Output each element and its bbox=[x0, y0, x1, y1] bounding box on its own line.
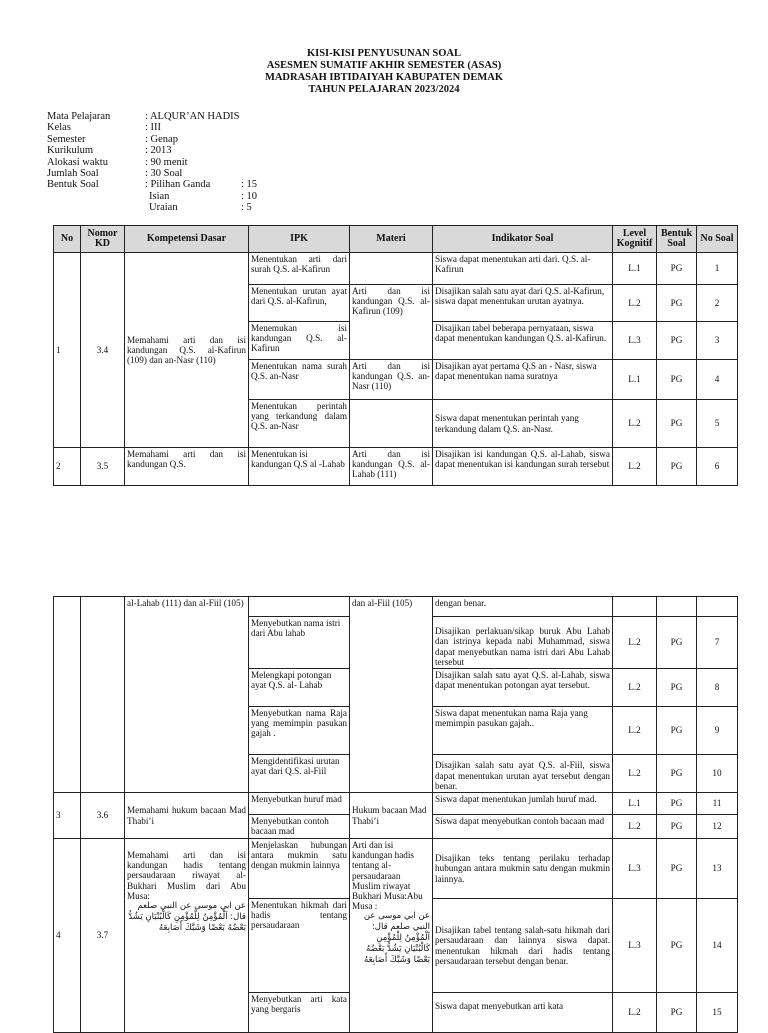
cell-bentuk: PG bbox=[657, 839, 697, 899]
cell-kompetensi bbox=[125, 839, 249, 1033]
table-row bbox=[54, 448, 738, 486]
cell-nosoal: 7 bbox=[697, 617, 738, 669]
meta-row bbox=[47, 179, 257, 190]
cell-materi: Arti dan isi kandungan Q.S. al-Lahab (111) bbox=[350, 448, 433, 486]
cell-indikator: Disajikan teks tentang perilaku terhadap hubungan antara mukmin satu dengan mukmin lainnya. bbox=[433, 839, 613, 899]
col-header-kd: Nomor KD bbox=[81, 226, 125, 253]
cell-ipk: Menjelaskan hubungan antara mukmin satu dengan mukmin lainnya bbox=[249, 839, 350, 899]
cell-kd bbox=[81, 597, 125, 793]
cell-level: L.1 bbox=[613, 793, 657, 815]
cell-kompetensi: Memahami hukum bacaan Mad Thabi’i bbox=[125, 793, 249, 839]
cell-level: L.1 bbox=[613, 253, 657, 285]
cell-nosoal: 4 bbox=[697, 360, 738, 400]
cell-ipk: Menyebutkan nama istri dari Abu lahab bbox=[249, 617, 350, 669]
cell-indikator: Siswa dapat menentukan nama Raja yang memimpin pasukan gajah.. bbox=[433, 707, 613, 755]
cell-level: L.3 bbox=[613, 839, 657, 899]
meta-row bbox=[47, 191, 257, 202]
meta-value: : Genap bbox=[145, 133, 178, 145]
meta-row bbox=[47, 122, 257, 133]
table-row bbox=[54, 793, 738, 815]
cell-ipk: Menemukan isi kandungan Q.S. al-Kafirun bbox=[249, 322, 350, 360]
cell-level: L.3 bbox=[613, 322, 657, 360]
cell-materi bbox=[350, 400, 433, 448]
cell-materi: dan al-Fiil (105) bbox=[350, 597, 433, 793]
cell-kompetensi: Memahami arti dan isi kandungan Q.S. al-Kafirun (109) dan an-Nasr (110) bbox=[125, 253, 249, 448]
cell-level: L.2 bbox=[613, 755, 657, 793]
cell-bentuk: PG bbox=[657, 285, 697, 322]
meta-label: Kelas bbox=[47, 122, 71, 134]
kisi-kisi-table-page-2 bbox=[53, 596, 738, 1033]
cell-level: L.2 bbox=[613, 993, 657, 1033]
meta-sublabel: Isian bbox=[149, 190, 170, 202]
cell-bentuk bbox=[657, 597, 697, 617]
cell-indikator: Disajikan tabel tentang salah-satu hikmah dari persaudaraan dan lainnya siswa dapat. menentukan hikmah dari hadis tentang persaudaraan tersebut dengan benar. bbox=[433, 899, 613, 993]
meta-row bbox=[47, 202, 257, 213]
cell-bentuk: PG bbox=[657, 448, 697, 486]
hadis-arabic-text: عن ابي موسى عن النبي صلعم قال: اَلْمُؤْمِنُ لِلْمُؤْمِنِ كَالْبُنْيَانِ يَشُدُّ بَعْضُهُ بَعْضًا وَشَبَّكَ أَصَابِعَهُ bbox=[363, 911, 430, 966]
meta-label: Jumlah Soal bbox=[47, 168, 99, 180]
kisi-kisi-table-page-1 bbox=[53, 225, 738, 486]
meta-value: : 90 menit bbox=[145, 156, 188, 168]
cell-nosoal: 12 bbox=[697, 815, 738, 839]
cell-nosoal: 6 bbox=[697, 448, 738, 486]
table-header-row bbox=[54, 226, 738, 253]
cell-indikator: Disajikan isi kandungan Q.S. al-Lahab, siswa dapat menentukan isi kandungan surah tersebut bbox=[433, 448, 613, 486]
cell-materi bbox=[350, 253, 433, 285]
cell-ipk bbox=[249, 597, 350, 617]
cell-ipk: Menentukan perintah yang terkandung dalam Q.S. an-Nasr bbox=[249, 400, 350, 448]
title-line-4: TAHUN PELAJARAN 2023/2024 bbox=[308, 84, 460, 95]
cell-nosoal: 9 bbox=[697, 707, 738, 755]
cell-nosoal: 13 bbox=[697, 839, 738, 899]
cell-nosoal: 3 bbox=[697, 322, 738, 360]
meta-label: Alokasi waktu bbox=[47, 156, 108, 168]
meta-count: : 5 bbox=[241, 202, 252, 214]
cell-nosoal bbox=[697, 597, 738, 617]
cell-no bbox=[54, 597, 81, 793]
cell-ipk: Menyebutkan arti kata yang bergaris bbox=[249, 993, 350, 1033]
cell-nosoal: 5 bbox=[697, 400, 738, 448]
cell-bentuk: PG bbox=[657, 400, 697, 448]
cell-nosoal: 10 bbox=[697, 755, 738, 793]
cell-nosoal: 1 bbox=[697, 253, 738, 285]
cell-indikator: Disajikan ayat pertama Q.S an - Nasr, siswa dapat menentukan nama suratnya bbox=[433, 360, 613, 400]
cell-no: 3 bbox=[54, 793, 81, 839]
cell-no: 1 bbox=[54, 253, 81, 448]
cell-bentuk: PG bbox=[657, 253, 697, 285]
meta-value: : 2013 bbox=[145, 145, 172, 157]
cell-ipk: Menentukan isi kandungan Q.S al -Lahab bbox=[249, 448, 350, 486]
meta-row bbox=[47, 111, 257, 122]
cell-no: 2 bbox=[54, 448, 81, 486]
cell-ipk: Menentukan hikmah dari hadis tentang persaudaraan bbox=[249, 899, 350, 993]
cell-level bbox=[613, 597, 657, 617]
cell-no: 4 bbox=[54, 839, 81, 1033]
col-header-no: No bbox=[54, 226, 81, 253]
cell-ipk: Melengkapi potongan ayat Q.S. al- Lahab bbox=[249, 669, 350, 707]
cell-indikator: dengan benar. bbox=[433, 597, 613, 617]
cell-bentuk: PG bbox=[657, 899, 697, 993]
col-header-bentuk: Bentuk Soal bbox=[657, 226, 697, 253]
cell-level: L.2 bbox=[613, 400, 657, 448]
cell-indikator: Siswa dapat menentukan arti dari. Q.S. al-Kafirun bbox=[433, 253, 613, 285]
cell-bentuk: PG bbox=[657, 755, 697, 793]
col-header-level: Level Kognitif bbox=[613, 226, 657, 253]
cell-bentuk: PG bbox=[657, 669, 697, 707]
cell-materi: Arti dan isi kandungan Q.S. al-Kafirun (109) bbox=[350, 285, 433, 360]
document-title bbox=[0, 48, 768, 96]
cell-indikator: Siswa dapat menyebutkan contoh bacaan mad bbox=[433, 815, 613, 839]
cell-ipk: Menentukan urutan ayat dari Q.S. al-Kafirun, bbox=[249, 285, 350, 322]
cell-bentuk: PG bbox=[657, 617, 697, 669]
cell-indikator: Siswa dapat menentukan jumlah huruf mad. bbox=[433, 793, 613, 815]
meta-row bbox=[47, 168, 257, 179]
cell-level: L.2 bbox=[613, 707, 657, 755]
cell-nosoal: 8 bbox=[697, 669, 738, 707]
cell-kompetensi: Memahami arti dan isi kandungan Q.S. bbox=[125, 448, 249, 486]
meta-label: Kurikulum bbox=[47, 145, 94, 157]
cell-indikator: Disajikan tabel beberapa pernyataan, siswa dapat menentukan kandungan Q.S. al-Kafirun. bbox=[433, 322, 613, 360]
table-row bbox=[54, 253, 738, 285]
meta-value: : Pilihan Ganda bbox=[145, 179, 211, 191]
table-row bbox=[54, 597, 738, 617]
cell-materi bbox=[350, 839, 433, 1033]
cell-ipk: Menyebutkan nama Raja yang memimpin pasukan gajah . bbox=[249, 707, 350, 755]
cell-kd: 3.6 bbox=[81, 793, 125, 839]
meta-value: : 30 Soal bbox=[145, 168, 183, 180]
cell-level: L.3 bbox=[613, 899, 657, 993]
cell-level: L.1 bbox=[613, 360, 657, 400]
cell-indikator: Disajikan perlakuan/sikap buruk Abu Lahab dan istrinya kepada nabi Muhammad, siswa dapat menyebutkan nama istri dari Abu Lahab tersebut bbox=[433, 617, 613, 669]
cell-kd: 3.4 bbox=[81, 253, 125, 448]
cell-bentuk: PG bbox=[657, 707, 697, 755]
cell-ipk: Menyebutkan huruf mad bbox=[249, 793, 350, 815]
col-header-kompetensi: Kompetensi Dasar bbox=[125, 226, 249, 253]
meta-row bbox=[47, 157, 257, 168]
cell-nosoal: 15 bbox=[697, 993, 738, 1033]
cell-level: L.2 bbox=[613, 669, 657, 707]
col-header-nosoal: No Soal bbox=[697, 226, 738, 253]
cell-indikator: Disajikan salah satu ayat dari Q.S. al-Kafirun, siswa dapat menentukan urutan ayatnya. bbox=[433, 285, 613, 322]
cell-nosoal: 2 bbox=[697, 285, 738, 322]
identity-block bbox=[47, 111, 257, 214]
cell-indikator: Siswa dapat menentukan perintah yang terkandung dalam Q.S. an-Nasr. bbox=[433, 400, 613, 448]
col-header-materi: Materi bbox=[350, 226, 433, 253]
cell-kd: 3.5 bbox=[81, 448, 125, 486]
cell-bentuk: PG bbox=[657, 360, 697, 400]
hadis-arabic-text: عن ابي موسى عن النبي صلعم قال: اَلْمُؤْمِنُ لِلْمُؤْمِنِ كَالْبُنْيَانِ يَشُدُّ بَعْضُهُ بَعْضًا وَشَبَّكَ أَصَابِعَهُ bbox=[128, 901, 246, 934]
cell-nosoal: 11 bbox=[697, 793, 738, 815]
col-header-indikator: Indikator Soal bbox=[433, 226, 613, 253]
cell-bentuk: PG bbox=[657, 793, 697, 815]
meta-label: Mata Pelajaran bbox=[47, 111, 111, 122]
cell-kd: 3.7 bbox=[81, 839, 125, 1033]
meta-row bbox=[47, 145, 257, 156]
meta-label: Bentuk Soal bbox=[47, 179, 99, 191]
cell-kompetensi: al-Lahab (111) dan al-Fiil (105) bbox=[125, 597, 249, 793]
cell-ipk: Menentukan nama surah Q.S. an-Nasr bbox=[249, 360, 350, 400]
meta-value: : ALQUR’AN HADIS bbox=[145, 111, 240, 122]
cell-bentuk: PG bbox=[657, 993, 697, 1033]
cell-nosoal: 14 bbox=[697, 899, 738, 993]
cell-level: L.2 bbox=[613, 285, 657, 322]
meta-count: : 15 bbox=[241, 179, 258, 191]
cell-indikator: Disajikan salah satu ayat Q.S. al-Fiil, siswa dapat menentukan urutan ayat tersebut dengan benar. bbox=[433, 755, 613, 793]
cell-bentuk: PG bbox=[657, 322, 697, 360]
title-line-2: ASESMEN SUMATIF AKHIR SEMESTER (ASAS) bbox=[266, 60, 502, 71]
cell-level: L.2 bbox=[613, 617, 657, 669]
title-line-3: MADRASAH IBTIDAIYAH KABUPATEN DEMAK bbox=[264, 72, 504, 83]
title-line-1: KISI-KISI PENYUSUNAN SOAL bbox=[306, 48, 462, 59]
meta-label: Semester bbox=[47, 133, 86, 145]
cell-ipk: Menentukan arti dari surah Q.S. al-Kafirun bbox=[249, 253, 350, 285]
cell-materi: Arti dan isi kandungan Q.S. an-Nasr (110) bbox=[350, 360, 433, 400]
cell-level: L.2 bbox=[613, 448, 657, 486]
table-row bbox=[54, 839, 738, 899]
meta-count: : 10 bbox=[241, 190, 258, 202]
cell-bentuk: PG bbox=[657, 815, 697, 839]
cell-indikator: Disajikan salah satu ayat Q.S. al-Lahab, siswa dapat menentukan potongan ayat tersebut. bbox=[433, 669, 613, 707]
meta-row bbox=[47, 134, 257, 145]
cell-ipk: Mengidentifikasi urutan ayat dari Q.S. al-Fiil bbox=[249, 755, 350, 793]
cell-materi: Hukum bacaan Mad Thabi’i bbox=[350, 793, 433, 839]
cell-level: L.2 bbox=[613, 815, 657, 839]
materi-text: Arti dan isi kandungan hadis tentang al- persaudaraan Muslim riwayat Bukhari Musa:Abu Musa : bbox=[352, 840, 423, 912]
meta-value: : III bbox=[145, 122, 162, 134]
cell-ipk: Menyebutkan contoh bacaan mad bbox=[249, 815, 350, 839]
meta-sublabel: Uraian bbox=[149, 202, 178, 214]
kompetensi-text: Memahami arti dan isi kandungan hadis tentang persaudaraan riwayat al-Bukhari Muslim dari Abu Musa: bbox=[127, 850, 246, 901]
col-header-ipk: IPK bbox=[249, 226, 350, 253]
cell-indikator: Siswa dapat menyebutkan arti kata bbox=[433, 993, 613, 1033]
